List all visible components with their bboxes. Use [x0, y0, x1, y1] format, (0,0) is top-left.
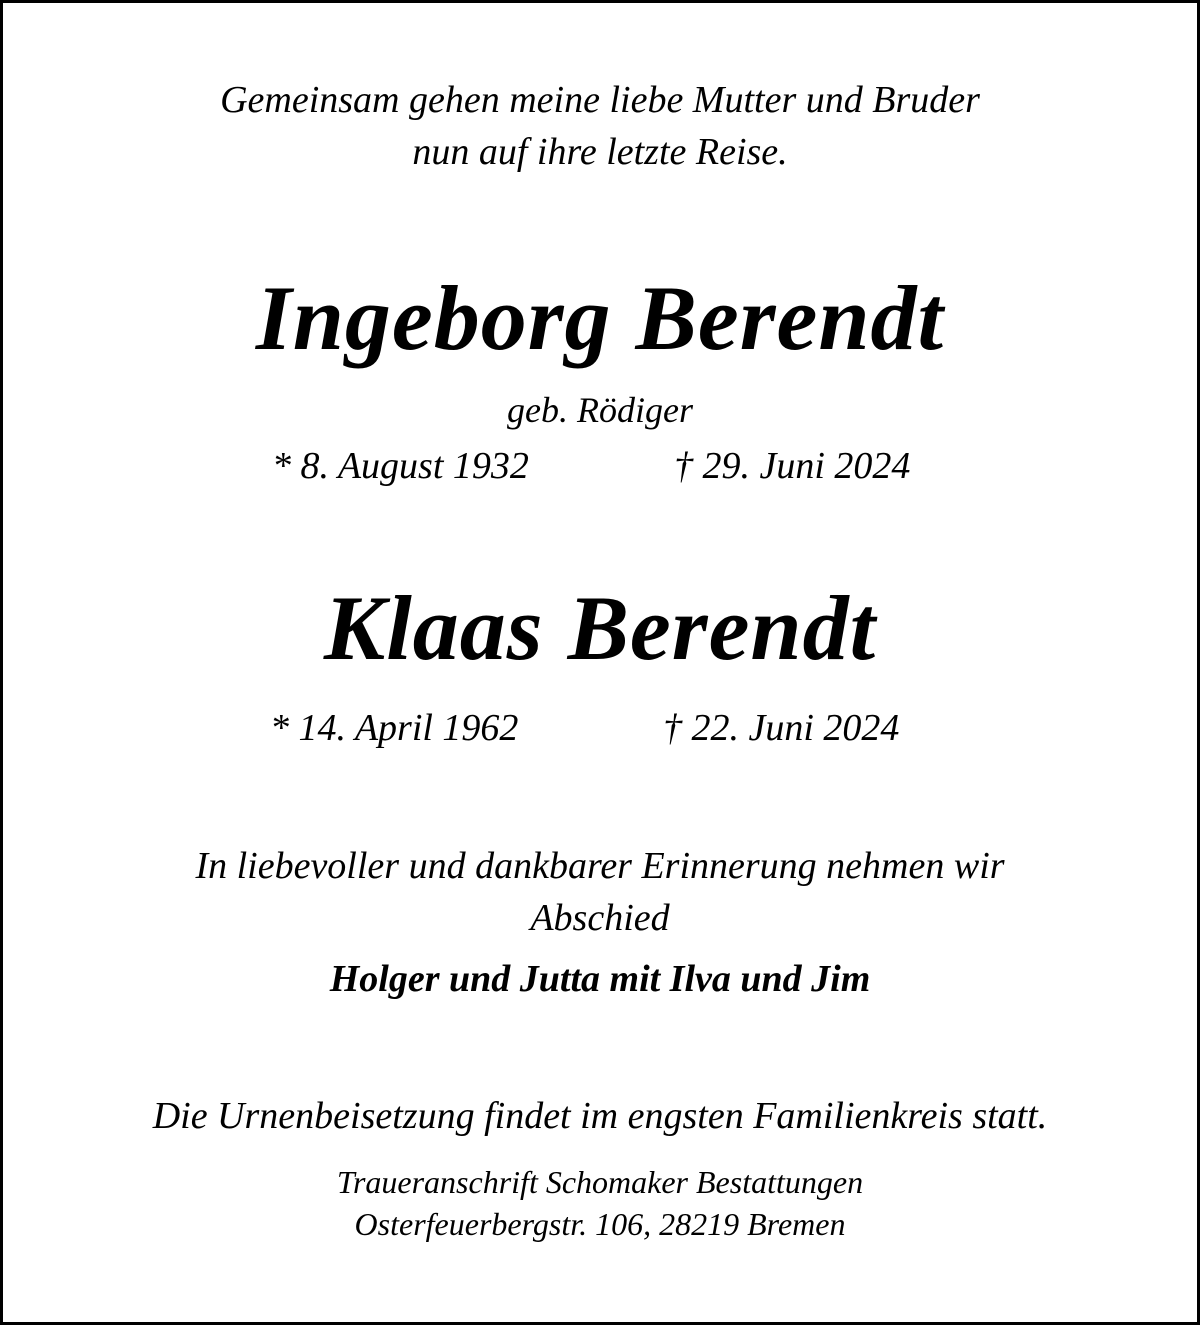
person1-birth-date: * 8. August 1932 [272, 445, 529, 487]
person1-name: Ingeborg Berendt [255, 267, 945, 369]
person2-birth-date: * 14. April 1962 [270, 707, 519, 749]
person2-death-date: † 22. Juni 2024 [663, 707, 900, 749]
address-line-1: Traueranschrift Schomaker Bestattungen [336, 1164, 864, 1200]
burial-notice: Die Urnenbeisetzung findet im engsten Familienkreis statt. [152, 1095, 1048, 1137]
person1-maiden-name: geb. Rödiger [507, 390, 693, 430]
memorial-line-2: Abschied [530, 897, 670, 939]
memorial-line-1: In liebevoller und dankbarer Erinnerung nehmen wir [195, 845, 1005, 887]
person2-name: Klaas Berendt [323, 577, 877, 679]
intro-line-2: nun auf ihre letzte Reise. [412, 131, 788, 173]
person1-death-date: † 29. Juni 2024 [674, 445, 911, 487]
address-line-2: Osterfeuerbergstr. 106, 28219 Bremen [354, 1206, 846, 1242]
mourners: Holger und Jutta mit Ilva und Jim [329, 958, 871, 1000]
intro-line-1: Gemeinsam gehen meine liebe Mutter und Bruder [220, 79, 980, 121]
